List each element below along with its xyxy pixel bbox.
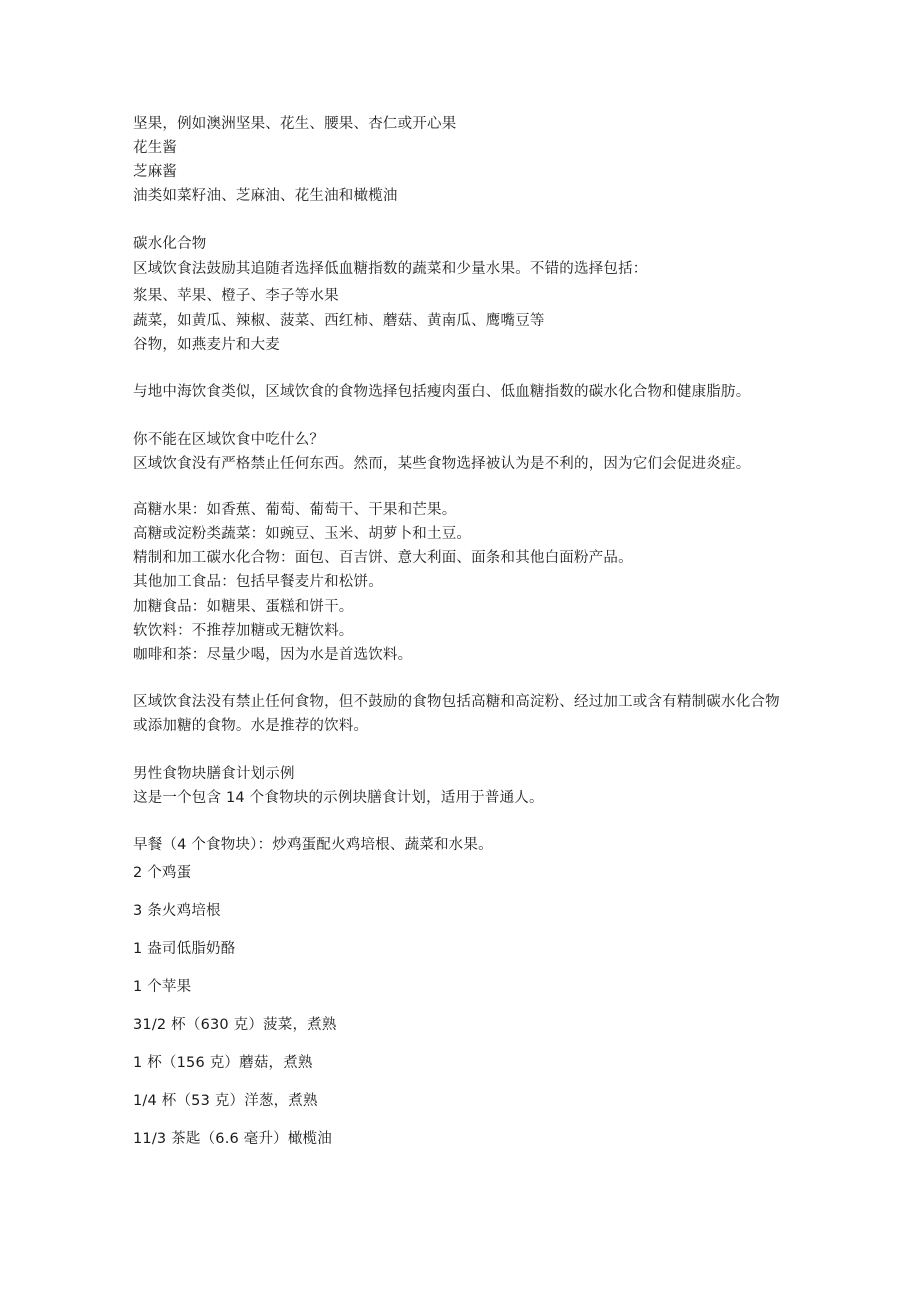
avoid-intro: 区域饮食没有严格禁止任何东西。然而，某些食物选择被认为是不利的，因为它们会促进炎症。	[133, 456, 751, 472]
avoid-item-soft-drinks: 软饮料：不推荐加糖或无糖饮料。	[133, 623, 354, 639]
summary-paragraph: 与地中海饮食类似，区域饮食的食物选择包括瘦肉蛋白、低血糖指数的碳水化合物和健康脂肪。	[133, 384, 751, 400]
breakfast-item: 31/2 杯（630 克）菠菜，煮熟	[133, 1017, 337, 1033]
fats-item-peanut-butter: 花生酱	[133, 140, 178, 156]
avoid-conclusion: 区域饮食法没有禁止任何食物，但不鼓励的食物包括高糖和高淀粉、经过加工或含有精制碳水化合物或添加糖的食物。水是推荐的饮料。	[133, 694, 780, 734]
avoid-item-coffee-tea: 咖啡和茶：尽量少喝，因为水是首选饮料。	[133, 647, 413, 663]
meal-plan-heading: 男性食物块膳食计划示例	[133, 766, 295, 782]
breakfast-item: 11/3 茶匙（6.6 毫升）橄榄油	[133, 1131, 332, 1147]
breakfast-item: 3 条火鸡培根	[133, 903, 221, 919]
avoid-item-starchy-veg: 高糖或淀粉类蔬菜：如豌豆、玉米、胡萝卜和土豆。	[133, 526, 472, 542]
carbs-intro: 区域饮食法鼓励其追随者选择低血糖指数的蔬菜和少量水果。不错的选择包括：	[133, 261, 648, 277]
meal-plan-intro: 这是一个包含 14 个食物块的示例块膳食计划，适用于普通人。	[133, 790, 544, 806]
breakfast-title: 早餐（4 个食物块）：炒鸡蛋配火鸡培根、蔬菜和水果。	[133, 837, 493, 853]
fats-item-tahini: 芝麻酱	[133, 164, 178, 180]
avoid-item-refined-carbs: 精制和加工碳水化合物：面包、百吉饼、意大利面、面条和其他白面粉产品。	[133, 550, 633, 566]
fats-item-oils: 油类如菜籽油、芝麻油、花生油和橄榄油	[133, 188, 398, 204]
carbs-item-fruits: 浆果、苹果、橙子、李子等水果	[133, 288, 339, 304]
breakfast-item: 1 个苹果	[133, 979, 192, 995]
avoid-heading: 你不能在区域饮食中吃什么？	[133, 432, 325, 448]
carbs-item-grains: 谷物，如燕麦片和大麦	[133, 337, 280, 353]
breakfast-item: 1 盎司低脂奶酪	[133, 941, 236, 957]
fats-item-nuts: 坚果，例如澳洲坚果、花生、腰果、杏仁或开心果	[133, 116, 457, 132]
breakfast-item: 1 杯（156 克）蘑菇，煮熟	[133, 1055, 313, 1071]
breakfast-item: 2 个鸡蛋	[133, 865, 192, 881]
avoid-item-processed: 其他加工食品：包括早餐麦片和松饼。	[133, 574, 383, 590]
carbs-heading: 碳水化合物	[133, 236, 207, 252]
breakfast-item: 1/4 杯（53 克）洋葱，煮熟	[133, 1093, 318, 1109]
avoid-item-sugary: 加糖食品：如糖果、蛋糕和饼干。	[133, 599, 354, 615]
avoid-item-high-sugar-fruit: 高糖水果：如香蕉、葡萄、葡萄干、干果和芒果。	[133, 502, 457, 518]
carbs-item-vegetables: 蔬菜，如黄瓜、辣椒、菠菜、西红柿、蘑菇、黄南瓜、鹰嘴豆等	[133, 313, 545, 329]
